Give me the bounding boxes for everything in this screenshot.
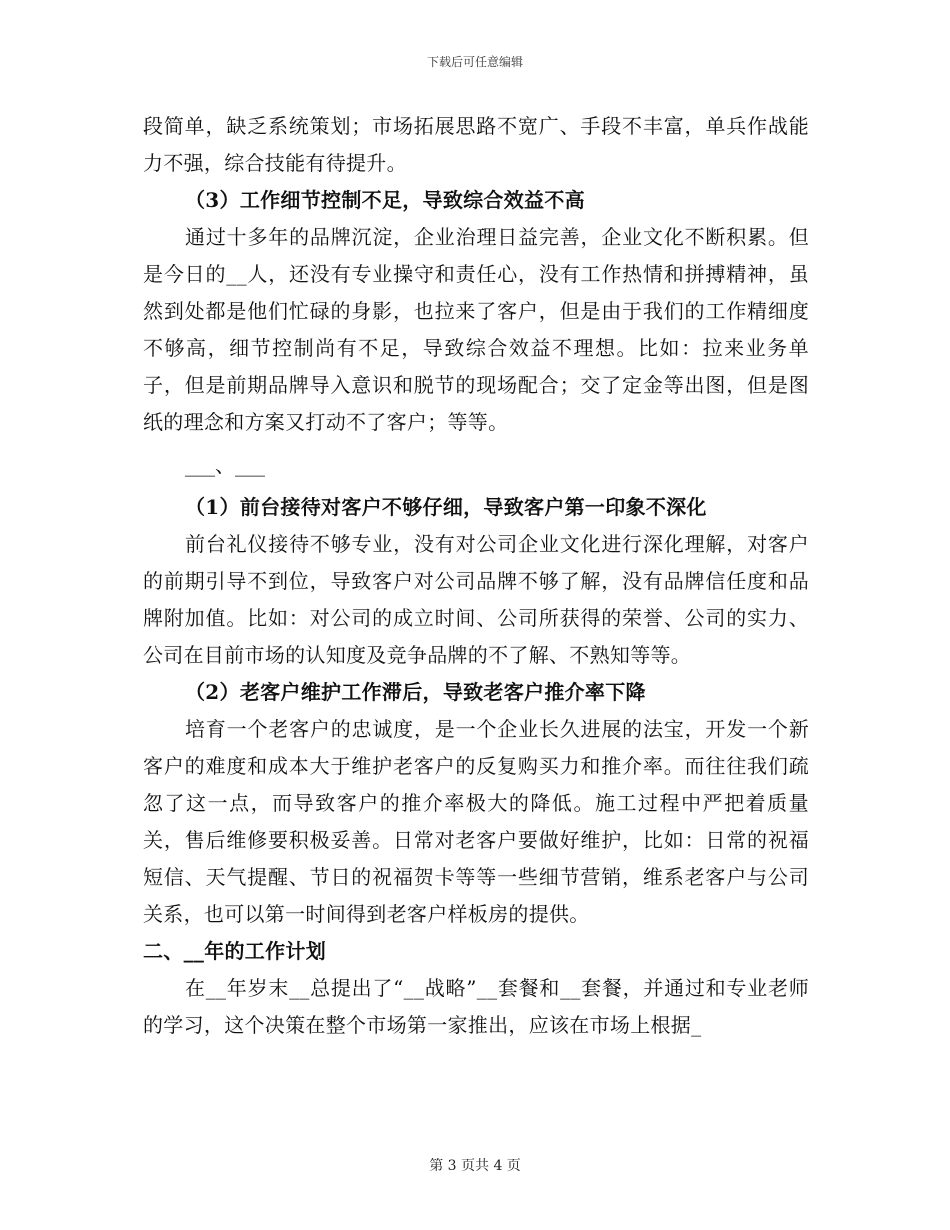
heading-detail-control: （3）工作细节控制不足，导致综合效益不高 [185,188,585,212]
paragraph-1: 段简单，缺乏系统策划；市场拓展思路不宽广、手段不丰富，单兵作战能力不强，综合技能有待提升。 [143,114,809,175]
paragraph-2: 通过十多年的品牌沉淀，企业治理日益完善，企业文化不断积累。但是今日的__人，还没有专业操守和责任心，没有工作热情和拼搏精神，虽然到处都是他们忙碌的身影，也拉来了客户，但是由于我们的工作精细度不够高，细节控制尚有不足，导致综合效益不理想。比如：拉来业务单子，但是前期品牌导入意识和脱节的现场配合；交了定金等出图，但是图纸的理念和方案又打动不了客户；等等。 [143,225,809,434]
heading-work-plan: 二、__年的工作计划 [143,939,326,963]
paragraph-4: 培育一个老客户的忠诚度，是一个企业长久进展的法宝，开发一个新客户的难度和成本大于维护老客户的反复购买力和推介率。而往往我们疏忽了这一点，而导致客户的推介率极大的降低。施工过程中严把着质量关，售后维修要积极妥善。日常对老客户要做好维护，比如：日常的祝福短信、天气提醒、节日的祝福贺卡等等一些细节营销，维系老客户与公司关系，也可以第一时间得到老客户样板房的提供。 [143,717,809,926]
page-footer: 第 3 页共 4 页 [429,1158,521,1174]
paragraph-5: 在__年岁末__总提出了“__战略”__套餐和__套餐，并通过和专业老师的学习，这个决策在整个市场第一家推出，应该在市场上根据_ [143,976,809,1037]
heading-old-customers: （2）老客户维护工作滞后，导致老客户推介率下降 [185,680,646,704]
document-body [143,108,809,1044]
page-header: 下载后可任意编辑 [426,55,523,69]
paragraph-3: 前台礼仪接待不够专业，没有对公司企业文化进行深化理解，对客户的前期引导不到位，导致客户对公司品牌不够了解，没有品牌信任度和品牌附加值。比如：对公司的成立时间、公司所获得的荣誉、公司的实力、公司在目前市场的认知度及竞争品牌的不了解、不熟知等等。 [143,532,809,667]
heading-front-desk: （1）前台接待对客户不够仔细，导致客户第一印象不深化 [185,495,707,519]
section-separator: ___、___ [185,453,265,477]
